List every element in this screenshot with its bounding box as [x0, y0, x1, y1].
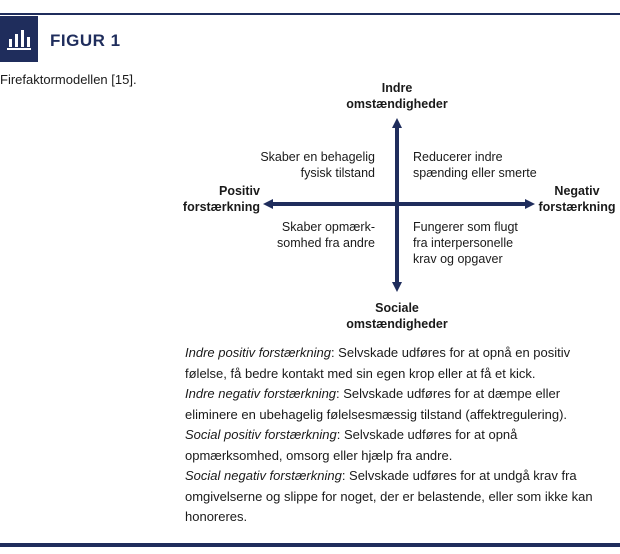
legend-item: Indre positiv forstærkning: Selvskade udføres for at opnå en positiv følelse, få bedre kontakt med sin egen krop eller at få et kick.	[185, 345, 571, 381]
axis-label-bottom: Sociale omstændigheder	[346, 301, 448, 331]
axis-label-top: Indre omstændigheder	[346, 81, 448, 111]
quadrant-bottom-right: Fungerer som flugt fra interpersonelle krav og opgaver	[413, 220, 518, 266]
axis-label-right: Negativ forstærkning	[538, 184, 616, 214]
figure-title: FIGUR 1	[50, 31, 121, 50]
quadrant-top-right: Reducerer indre spænding eller smerte	[413, 150, 537, 180]
quadrant-top-left: Skaber en behagelig fysisk tilstand	[260, 150, 375, 180]
figure-caption: Firefaktormodellen [15].	[0, 72, 137, 87]
legend-item: Social negativ forstærkning: Selvskade udføres for at undgå krav fra omgivelserne og slippe for noget, der er belastende, eller som ikke kan honoreres.	[185, 468, 593, 524]
figure-legend	[185, 343, 615, 528]
legend-item: Indre negativ forstærkning: Selvskade udføres for at dæmpe eller eliminere en ubehagelig følelsesmæssig tilstand (affektregulering).	[185, 386, 568, 422]
footer-rule	[0, 543, 620, 547]
axis-label-left: Positiv forstærkning	[182, 184, 260, 214]
quadrant-bottom-left: Skaber opmærk- somhed fra andre	[277, 220, 375, 250]
legend-item: Social positiv forstærkning: Selvskade udføres for at opnå opmærksomhed, omsorg eller hjælp fra andre.	[185, 427, 518, 463]
